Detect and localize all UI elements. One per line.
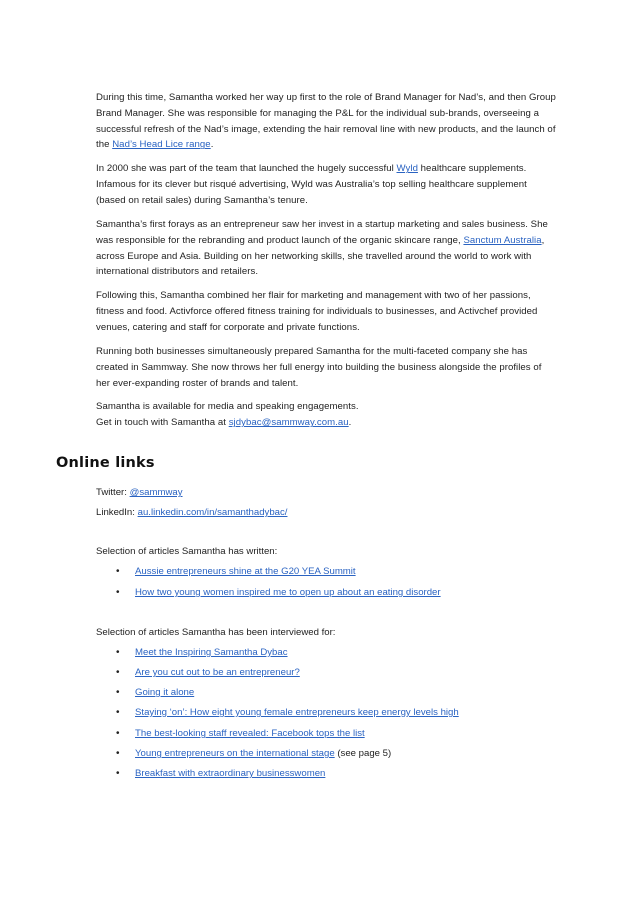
bullet: •: [116, 748, 120, 759]
written-intro: Selection of articles Samantha has written:: [96, 546, 278, 557]
wyld-link[interactable]: Wyld: [396, 163, 418, 175]
list-item: [116, 586, 441, 600]
interview-article-link[interactable]: Meet the Inspiring Samantha Dybac: [135, 647, 288, 658]
bio-paragraph-5: Running both businesses simultaneously prepared Samantha for the multi-faceted company she has created in Sammway. She now throws her full energy into building the business alongside the profiles of her ever-expanding roster of brands and talent.: [96, 345, 542, 389]
twitter-link[interactable]: @sammway: [129, 487, 183, 498]
bio-paragraph-2: In 2000 she was part of the team that launched the hugely successful Wyld healthcare supplements. Infamous for its clever but risqué advertising, Wyld was Australia’s top selling healthcare supplement (based on retail sales) during Samantha’s tenure.: [96, 163, 527, 206]
linkedin-link[interactable]: au.linkedin.com/in/samanthadybac/: [137, 507, 288, 518]
interview-article-link[interactable]: Staying ‘on’: How eight young female entrepreneurs keep energy levels high: [135, 707, 459, 718]
list-item: [116, 706, 459, 720]
bio-text: [96, 90, 556, 439]
interviewed-intro: Selection of articles Samantha has been interviewed for:: [96, 627, 336, 638]
bullet: •: [116, 587, 120, 598]
list-item: [116, 767, 325, 781]
interview-article-link[interactable]: Going it alone: [135, 687, 195, 698]
nads-head-lice-link[interactable]: Nad’s Head Lice range: [112, 139, 211, 151]
list-item: • Young entrepreneurs on the international stage (see page 5): [116, 748, 392, 759]
bullet: •: [116, 707, 120, 718]
bullet: •: [116, 647, 120, 658]
list-item: [116, 666, 300, 680]
written-article-link[interactable]: Aussie entrepreneurs shine at the G20 YEA Summit: [135, 566, 356, 577]
online-links-heading: Online links: [56, 455, 155, 471]
sanctum-australia-link[interactable]: Sanctum Australia: [463, 234, 542, 246]
interview-article-link[interactable]: Are you cut out to be an entrepreneur?: [135, 667, 300, 678]
twitter-line: Twitter: @sammway: [96, 487, 183, 498]
interview-article-link[interactable]: The best-looking staff revealed: Facebook tops the list: [135, 728, 365, 739]
list-item: [116, 686, 194, 700]
email-link[interactable]: sjdybac@sammway.com.au: [228, 417, 349, 429]
bullet: •: [116, 687, 120, 698]
list-item: [116, 727, 365, 741]
bio-paragraph-6: Samantha is available for media and speaking engagements. Get in touch with Samantha at sjdybac@sammway.com.au.: [96, 401, 359, 429]
bullet: •: [116, 728, 120, 739]
bullet: •: [116, 768, 120, 779]
bullet: •: [116, 667, 120, 678]
interview-article-link[interactable]: Young entrepreneurs on the international stage: [135, 748, 335, 759]
written-article-link[interactable]: How two young women inspired me to open up about an eating disorder: [135, 587, 441, 598]
bio-paragraph-1: During this time, Samantha worked her way up first to the role of Brand Manager for Nad’s, and then Group Brand Manager. She was responsible for managing the P&L for the individual sub-brands, overseeing a successful refresh of the Nad’s image, extending the hair removal line with new products, and the launch of the Nad’s Head Lice range.: [96, 92, 556, 151]
interview-article-link[interactable]: Breakfast with extraordinary businesswomen: [135, 768, 326, 779]
list-item: [116, 646, 288, 660]
bio-paragraph-4: Following this, Samantha combined her flair for marketing and management with two of her passions, fitness and food. Activforce offered fitness training for individuals to businesses, and Activchef provided venues, catering and staff for corporate and private functions.: [96, 290, 538, 333]
list-item: [116, 565, 356, 579]
linkedin-line: LinkedIn: au.linkedin.com/in/samanthadybac/: [96, 507, 288, 518]
bullet: •: [116, 566, 120, 577]
bio-paragraph-3: Samantha’s first forays as an entrepreneur saw her invest in a startup marketing and sales business. She was responsible for the rebranding and product launch of the organic skincare range, Sanctum Australia, across Europe and Asia. Building on her networking skills, she travelled around the world to work with international distributors and retailers.: [96, 218, 548, 278]
